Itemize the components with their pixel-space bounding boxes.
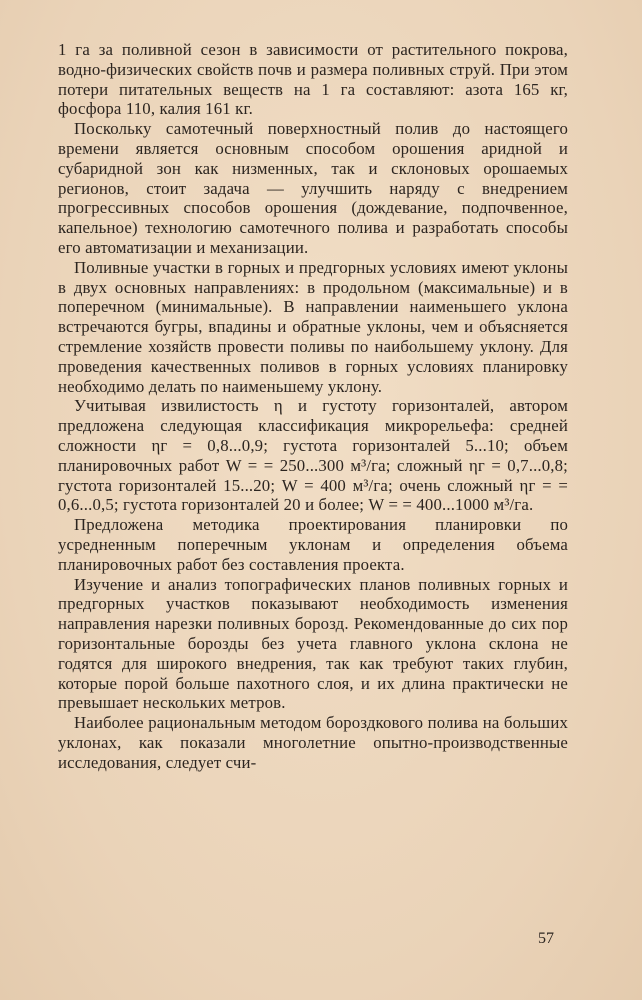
paragraph-3: Поливные участки в горных и предгорных условиях имеют уклоны в двух основных направлениях: в продольном (максимальные) и в поперечном (минимальные). В направлении наименьшего уклона встречаются бугры, впадины и обратные уклоны, чем и объясняется стремление хозяйств провести поливы по наибольшему уклону. Для проведения качественных поливов в горных условиях планировку необходимо делать по наименьшему уклону.	[58, 257, 568, 396]
paragraph-6: Изучение и анализ топографических планов поливных горных и предгорных участков показывают необходимость изменения направления нарезки поливных борозд. Рекомендованные до сих пор горизонтальные борозды без учета главного уклона склона не годятся для широкого внедрения, так как требуют таких глубин, которые порой больше пахотного слоя, и их длина практически не превышает нескольких метров.	[58, 574, 568, 713]
paragraph-4: Учитывая извилистость η и густоту горизонталей, автором предложена следующая классификация микрорельефа: средней сложности ηг = 0,8...0,9; густота горизонталей 5...10; объем планировочных работ W = = 250...300 м³/га; сложный ηг = 0,7...0,8; густота горизонталей 15...20; W = 400 м³/га; очень сложный ηг = = 0,6...0,5; густота горизонталей 20 и более; W = = 400...1000 м³/га.	[58, 396, 568, 515]
body-text	[58, 40, 568, 772]
paragraph-7: Наиболее рациональным методом бороздкового полива на больших уклонах, как показали многолетние опытно-производственные исследования, следует счи-	[58, 713, 568, 772]
page-number: 57	[538, 930, 554, 947]
paragraph-5: Предложена методика проектирования планировки по усредненным поперечным уклонам и определения объема планировочных работ без составления проекта.	[58, 515, 568, 574]
paragraph-1: 1 га за поливной сезон в зависимости от растительного покрова, водно-физических свойств почв и размера поливных струй. При этом потери питательных веществ на 1 га составляют: азота 165 кг, фосфора 110, калия 161 кг.	[58, 40, 568, 119]
paragraph-2: Поскольку самотечный поверхностный полив до настоящего времени является основным способом орошения аридной и субаридной зон как низменных, так и склоновых орошаемых регионов, стоит задача — улучшить наряду с внедрением прогрессивных способов орошения (дождевание, подпочвенное, капельное) технологию самотечного полива и разработать способы его автоматизации и механизации.	[58, 119, 568, 257]
